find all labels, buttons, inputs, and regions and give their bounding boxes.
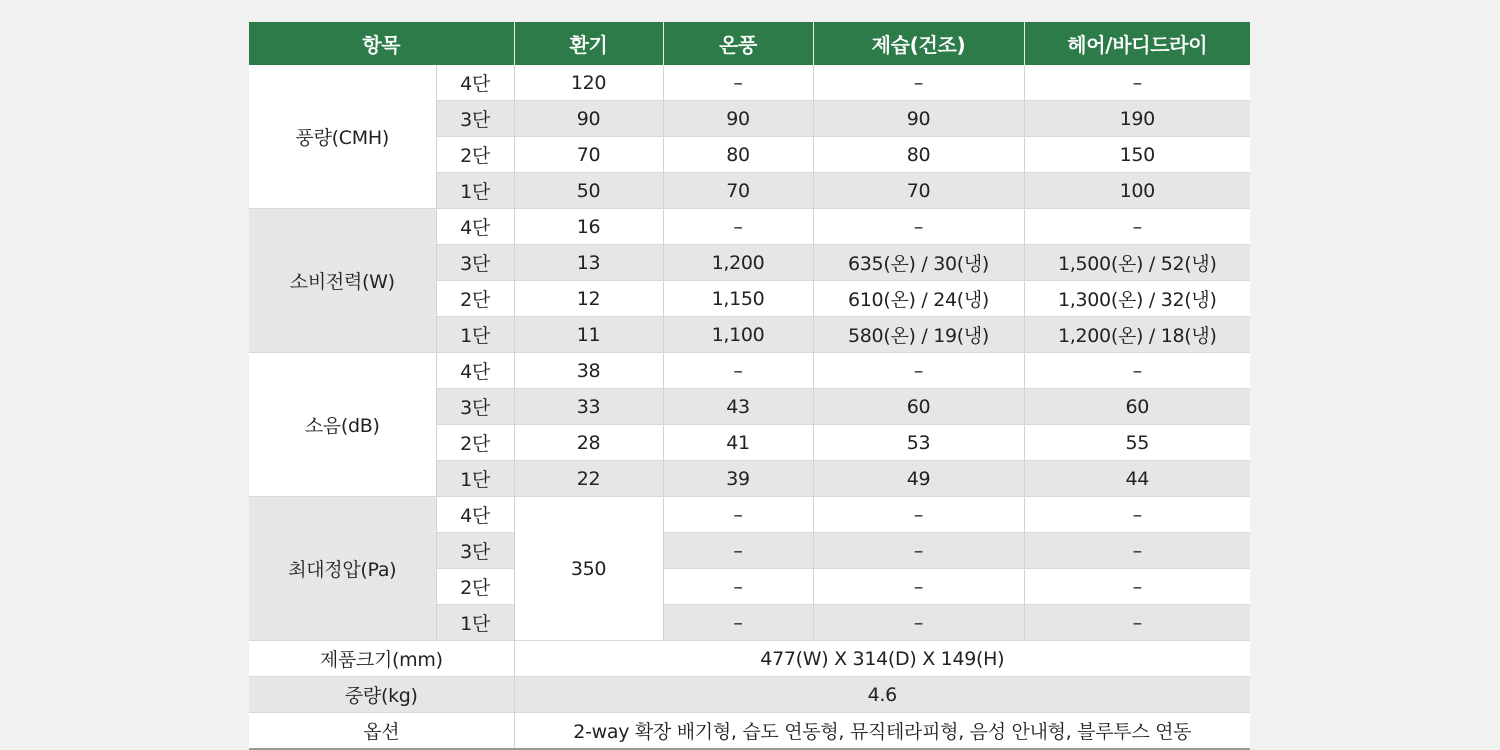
value-cell: – [663,65,813,101]
value-cell: 635(온) / 30(냉) [813,245,1024,281]
value-cell: – [813,353,1024,389]
header-row [249,22,1250,65]
value-cell: – [813,65,1024,101]
value-cell: 39 [663,461,813,497]
level-cell: 1단 [436,605,514,641]
table-row [249,209,1250,245]
level-cell: 2단 [436,425,514,461]
value-cell: – [1024,569,1250,605]
value-cell: 580(온) / 19(냉) [813,317,1024,353]
value-cell: 41 [663,425,813,461]
category-airflow: 풍량(CMH) [249,65,436,209]
level-cell: 1단 [436,461,514,497]
value-cell: 80 [663,137,813,173]
category-power: 소비전력(W) [249,209,436,353]
level-cell: 2단 [436,281,514,317]
value-cell: – [1024,353,1250,389]
value-options: 2-way 확장 배기형, 습도 연동형, 뮤직테라피형, 음성 안내형, 블루투스 연동 [514,713,1250,750]
level-cell: 4단 [436,497,514,533]
value-cell: 610(온) / 24(냉) [813,281,1024,317]
value-cell: 16 [514,209,663,245]
table-row-size [249,641,1250,677]
header-hair-body-dry: 헤어/바디드라이 [1024,22,1250,65]
value-cell: 60 [813,389,1024,425]
level-cell: 2단 [436,569,514,605]
level-cell: 3단 [436,533,514,569]
value-cell: – [1024,209,1250,245]
header-warm-air: 온풍 [663,22,813,65]
value-cell: 100 [1024,173,1250,209]
value-cell: – [663,605,813,641]
value-cell: 38 [514,353,663,389]
value-size: 477(W) X 314(D) X 149(H) [514,641,1250,677]
value-cell: 190 [1024,101,1250,137]
header-item: 항목 [249,22,514,65]
table-row [249,497,1250,533]
category-static-pressure: 최대정압(Pa) [249,497,436,641]
level-cell: 4단 [436,209,514,245]
label-size: 제품크기(mm) [249,641,514,677]
value-cell: – [1024,533,1250,569]
value-cell: 49 [813,461,1024,497]
value-cell: 80 [813,137,1024,173]
table-row-weight [249,677,1250,713]
value-cell: – [1024,605,1250,641]
value-cell: 50 [514,173,663,209]
value-cell: 1,150 [663,281,813,317]
value-cell: 1,200(온) / 18(냉) [1024,317,1250,353]
value-weight: 4.6 [514,677,1250,713]
value-cell: 90 [813,101,1024,137]
value-cell: – [813,533,1024,569]
level-cell: 4단 [436,65,514,101]
value-cell: 43 [663,389,813,425]
value-cell: 22 [514,461,663,497]
header-dehumidify: 제습(건조) [813,22,1024,65]
value-cell: – [813,209,1024,245]
level-cell: 4단 [436,353,514,389]
level-cell: 1단 [436,173,514,209]
value-cell: 44 [1024,461,1250,497]
value-cell: 1,500(온) / 52(냉) [1024,245,1250,281]
spec-table [249,22,1250,750]
value-cell: – [813,605,1024,641]
value-cell: 11 [514,317,663,353]
value-cell: – [813,497,1024,533]
value-cell: 53 [813,425,1024,461]
level-cell: 3단 [436,245,514,281]
level-cell: 3단 [436,389,514,425]
value-cell: 1,200 [663,245,813,281]
value-cell: – [1024,65,1250,101]
value-cell: 33 [514,389,663,425]
table-row [249,353,1250,389]
value-cell: 28 [514,425,663,461]
value-cell: 70 [813,173,1024,209]
value-cell: 1,300(온) / 32(냉) [1024,281,1250,317]
merged-value-cell: 350 [514,497,663,641]
value-cell: 55 [1024,425,1250,461]
value-cell: – [663,353,813,389]
table-row [249,65,1250,101]
level-cell: 2단 [436,137,514,173]
level-cell: 3단 [436,101,514,137]
value-cell: 13 [514,245,663,281]
value-cell: 150 [1024,137,1250,173]
value-cell: 90 [663,101,813,137]
label-options: 옵션 [249,713,514,750]
value-cell: – [663,209,813,245]
value-cell: – [1024,497,1250,533]
value-cell: – [813,569,1024,605]
value-cell: 60 [1024,389,1250,425]
value-cell: 70 [514,137,663,173]
value-cell: 90 [514,101,663,137]
value-cell: 1,100 [663,317,813,353]
value-cell: – [663,497,813,533]
table-row-options [249,713,1250,750]
category-noise: 소음(dB) [249,353,436,497]
level-cell: 1단 [436,317,514,353]
value-cell: 70 [663,173,813,209]
value-cell: – [663,569,813,605]
value-cell: – [663,533,813,569]
value-cell: 12 [514,281,663,317]
label-weight: 중량(kg) [249,677,514,713]
header-ventilation: 환기 [514,22,663,65]
value-cell: 120 [514,65,663,101]
